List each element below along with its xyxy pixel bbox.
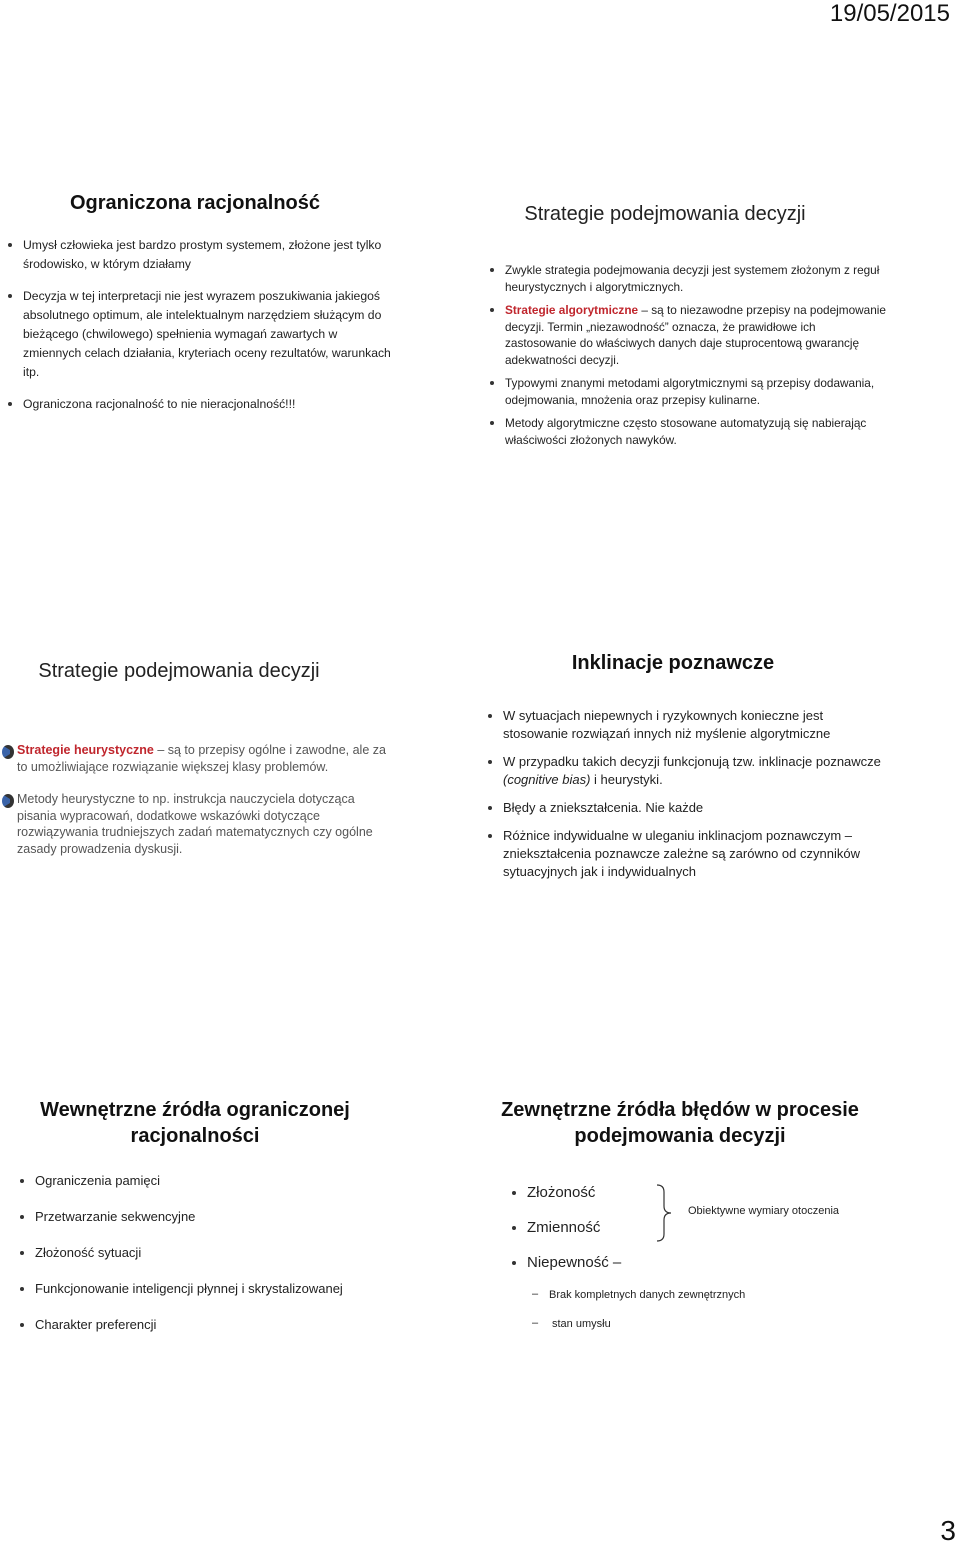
list-item: Złożoność sytuacji bbox=[18, 1244, 418, 1262]
list-item: Umysł człowieka jest bardzo prostym systemem, złożone jest tylko środowisko, w którym działamy bbox=[6, 236, 396, 274]
list-item: Przetwarzanie sekwencyjne bbox=[18, 1208, 418, 1226]
bullet-list bbox=[0, 742, 395, 873]
list-item: Metody heurystyczne to np. instrukcja nauczyciela dotycząca pisania wypracowań, dodatkowe wskazówki dotyczące rozwiązywania trudniejszych zadań matematycznych czy ogólne zasady prowadzenia dyskusji. bbox=[0, 791, 395, 857]
bullet-list bbox=[488, 262, 888, 455]
list-item: Funkcjonowanie inteligencji płynnej i skrystalizowanej bbox=[18, 1280, 418, 1298]
list-item: Niepewność – bbox=[510, 1253, 690, 1273]
page-number: 3 bbox=[940, 1515, 956, 1546]
curly-brace-icon bbox=[655, 1184, 673, 1242]
slide-ograniczona-racjonalnosc bbox=[0, 0, 480, 480]
highlight-term: Strategie heurystyczne bbox=[17, 743, 154, 757]
bullet-list bbox=[486, 707, 886, 891]
list-item: Strategie algorytmiczne – są to niezawodne przepisy na podejmowanie decyzji. Termin „niezawodność” oznacza, że prawidłowe ich zastosowanie do właściwych danych daje stuprocentową gwarancję adekwatności decyzji. bbox=[488, 302, 888, 368]
highlight-term: Strategie algorytmiczne bbox=[505, 303, 639, 317]
header-date: 19/05/2015 bbox=[829, 0, 950, 27]
slide-title: Strategie podejmowania decyzji bbox=[38, 660, 320, 682]
list-item: Ograniczona racjonalność to nie nieracjonalność!!! bbox=[6, 395, 396, 414]
slide-title: Wewnętrzne źródła ograniczonej racjonalności bbox=[40, 1099, 350, 1147]
bullet-list bbox=[6, 236, 396, 427]
slide-strategie-heurystyczne bbox=[0, 520, 480, 1000]
slide-title: Ograniczona racjonalność bbox=[69, 192, 321, 214]
slide-title: Strategie podejmowania decyzji bbox=[524, 203, 806, 225]
list-item: Charakter preferencji bbox=[18, 1316, 418, 1334]
slide-wewnetrzne-zrodla bbox=[0, 1040, 480, 1520]
bullet-list bbox=[18, 1172, 418, 1352]
list-item: Zmienność bbox=[510, 1218, 690, 1238]
list-item: Decyzja w tej interpretacji nie jest wyrazem poszukiwania jakiegoś absolutnego optimum, ale intelektualnym narzędziem służącym do bieżącego (chwilowego) spełnienia wymagań zawartych w zmiennych celach działania, kryteriach oceny rezultatów, warunkach itp. bbox=[6, 287, 396, 382]
sub-item: stan umysłu bbox=[552, 1318, 611, 1330]
slide-strategie-algorytmiczne bbox=[480, 0, 960, 480]
list-item: Ograniczenia pamięci bbox=[18, 1172, 418, 1190]
list-item: Typowymi znanymi metodami algorytmicznymi są przepisy dodawania, odejmowania, mnożenia oraz przepisy kulinarne. bbox=[488, 375, 888, 408]
sub-item: Brak kompletnych danych zewnętrznych bbox=[549, 1289, 746, 1301]
list-item: Zwykle strategia podejmowania decyzji jest systemem złożonym z reguł heurystycznych i algorytmicznych. bbox=[488, 262, 888, 295]
slide-title: Zewnętrzne źródła błędów w procesie podejmowania decyzji bbox=[501, 1099, 859, 1147]
list-item: Strategie heurystyczne – są to przepisy ogólne i zawodne, ale za to umożliwiające rozwiązanie większej klasy problemów. bbox=[0, 742, 395, 775]
list-item: Złożoność bbox=[510, 1183, 690, 1203]
slide-title: Inklinacje poznawcze bbox=[571, 652, 775, 674]
sub-item-dash-2: – bbox=[532, 1317, 539, 1329]
slide-inklinacje-poznawcze bbox=[480, 520, 960, 1000]
slide-zewnetrzne-zrodla bbox=[480, 1040, 960, 1520]
sub-item-dash-1: – bbox=[532, 1288, 539, 1300]
list-item: Błędy a zniekształcenia. Nie każde bbox=[486, 799, 886, 817]
list-item: Różnice indywidualne w uleganiu inklinacjom poznawczym – zniekształcenia poznawcze zależne są zarówno od czynników sytuacyjnych jak i indywidualnych bbox=[486, 827, 886, 881]
list-item: Metody algorytmiczne często stosowane automatyzują się nabierając właściwości złożonych nawyków. bbox=[488, 415, 888, 448]
brace-note: Obiektywne wymiary otoczenia bbox=[688, 1205, 840, 1217]
list-item: W sytuacjach niepewnych i ryzykownych konieczne jest stosowanie rozwiązań innych niż myślenie algorytmiczne bbox=[486, 707, 886, 743]
list-item: W przypadku takich decyzji funkcjonują tzw. inklinacje poznawcze (cognitive bias) i heurystyki. bbox=[486, 753, 886, 789]
